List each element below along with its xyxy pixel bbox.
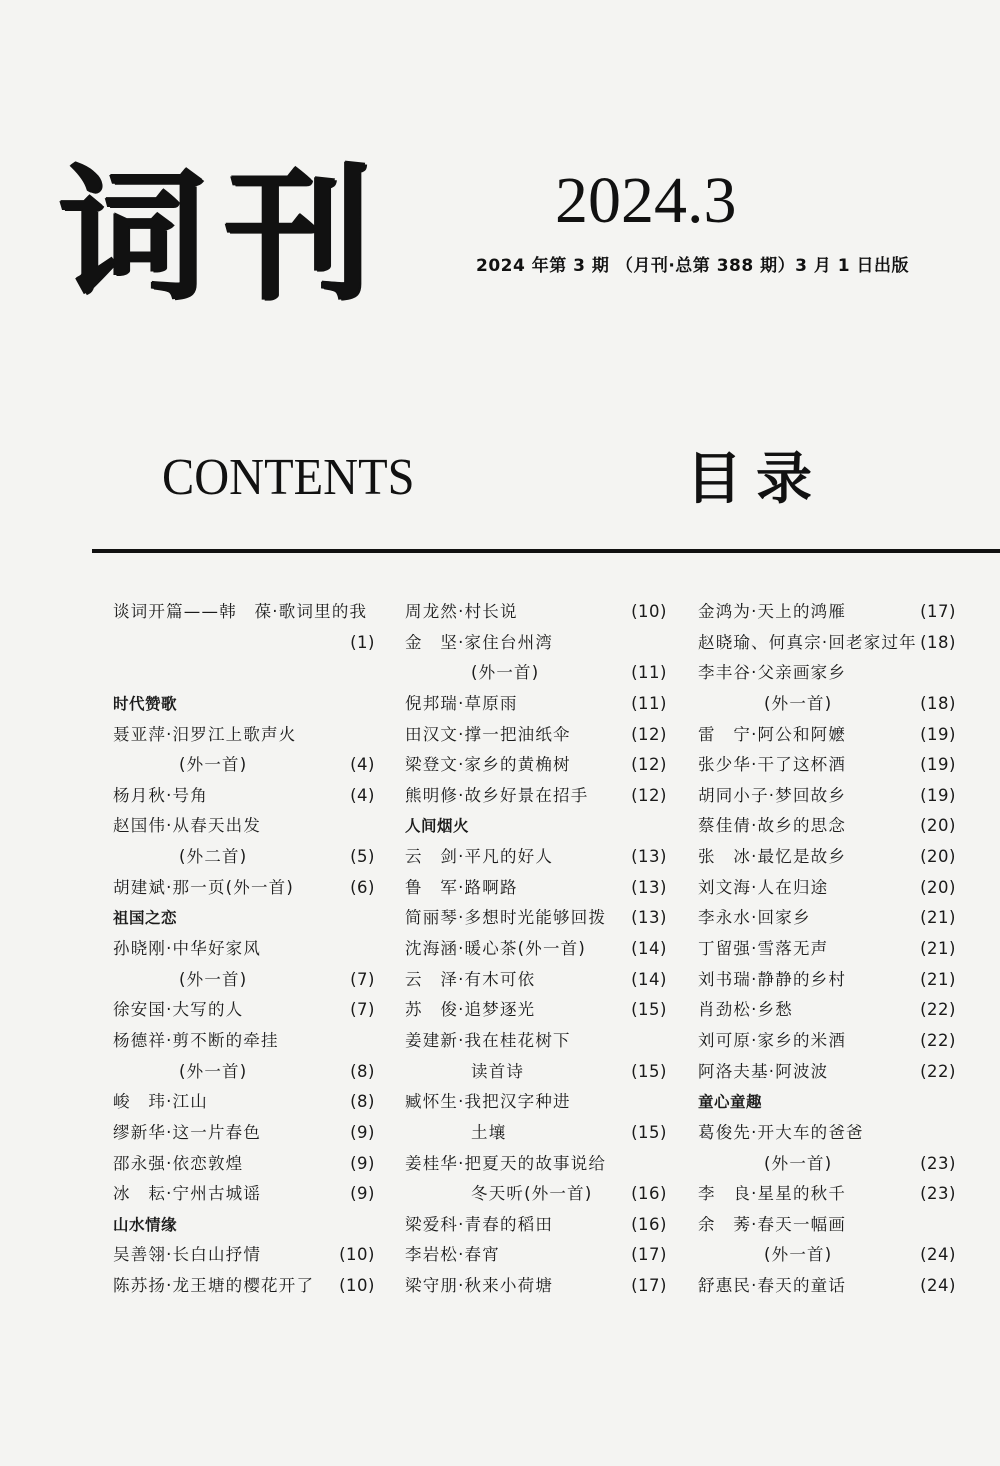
- page-number: (6): [350, 877, 375, 897]
- entry-title: 陈苏扬·龙王塘的樱花开了: [113, 1276, 315, 1296]
- page-number: (19): [920, 785, 956, 805]
- page-number: (10): [339, 1245, 375, 1265]
- toc-entry: [113, 720, 375, 751]
- toc-entry: [698, 811, 956, 842]
- entry-title: 徐安国·大写的人: [113, 1000, 244, 1020]
- page-number: (24): [920, 1245, 956, 1265]
- entry-title: 赵国伟·从春天出发: [113, 816, 262, 836]
- page-number: (22): [920, 1061, 956, 1081]
- toc-entry: [698, 1149, 956, 1180]
- contents-heading-english: CONTENTS: [162, 449, 415, 506]
- publication-info: 2024 年第 3 期 （月刊·总第 388 期）3 月 1 日出版: [476, 256, 910, 276]
- toc-entry: [113, 995, 375, 1026]
- toc-entry: [698, 781, 956, 812]
- toc-entry: [698, 750, 956, 781]
- toc-entry: [698, 689, 956, 720]
- toc-entry: [113, 1118, 375, 1149]
- toc-entry: [405, 720, 667, 751]
- toc-entry: [113, 1149, 375, 1180]
- page-number: (13): [631, 877, 667, 897]
- page-number: (20): [920, 847, 956, 867]
- page-number: (11): [631, 663, 667, 683]
- entry-title: 金鸿为·天上的鸿雁: [698, 602, 847, 621]
- entry-title: 峻 玮·江山: [113, 1092, 208, 1112]
- entry-title: 杨德祥·剪不断的牵挂: [113, 1030, 279, 1050]
- toc-entry: [405, 1118, 667, 1149]
- page-number: (17): [631, 1276, 667, 1296]
- entry-title: 读首诗: [471, 1061, 525, 1081]
- page-number: (24): [920, 1276, 956, 1296]
- page-number: (23): [920, 1184, 956, 1204]
- entry-title: 蔡佳倩·故乡的思念: [698, 816, 847, 836]
- page-number: (7): [350, 1000, 375, 1020]
- entry-title: 李永水·回家乡: [698, 908, 811, 928]
- toc-entry: [405, 1210, 667, 1241]
- page-number: (10): [339, 1276, 375, 1296]
- entry-title: 邵永强·依恋敦煌: [113, 1153, 244, 1173]
- entry-title: 吴善翎·长白山抒情: [113, 1245, 262, 1265]
- entry-title: 雷 宁·阿公和阿嬷: [698, 724, 847, 744]
- page-number: (14): [631, 969, 667, 989]
- page-number: (16): [631, 1214, 667, 1234]
- entry-title: 金 坚·家住台州湾: [405, 632, 554, 652]
- entry-title: 周龙然·村长说: [405, 602, 518, 621]
- page-number: (22): [920, 1000, 956, 1020]
- toc-entry: [113, 658, 375, 689]
- page-number: (18): [920, 632, 956, 652]
- page-number: (13): [631, 847, 667, 867]
- entry-title: 简丽琴·多想时光能够回拨: [405, 908, 607, 928]
- entry-title: 倪邦瑞·草原雨: [405, 693, 518, 713]
- toc-column-2: [405, 597, 667, 1302]
- entry-title: 梁登文·家乡的黄桷树: [405, 755, 571, 775]
- page-number: (12): [631, 755, 667, 775]
- toc-entry: [113, 842, 375, 873]
- section-title: 祖国之恋: [113, 909, 178, 928]
- section-title: 山水情缘: [113, 1215, 178, 1234]
- entry-title: 舒惠民·春天的童话: [698, 1276, 847, 1296]
- entry-title: (外一首): [179, 969, 248, 989]
- page-number: (7): [350, 969, 375, 989]
- entry-title: 冬天听(外一首): [471, 1184, 593, 1204]
- toc-entry: [113, 934, 375, 965]
- page-number: (4): [350, 755, 375, 775]
- page-number: (19): [920, 724, 956, 744]
- toc-entry: [698, 903, 956, 934]
- page-number: (9): [350, 1153, 375, 1173]
- entry-title: 聂亚萍·汨罗江上歌声火: [113, 724, 297, 744]
- entry-title: 丁留强·雪落无声: [698, 939, 829, 959]
- section-heading: [113, 1210, 375, 1241]
- entry-title: 苏 俊·追梦逐光: [405, 1000, 536, 1020]
- toc-entry: [113, 1271, 375, 1302]
- entry-title: (外一首): [764, 693, 833, 713]
- toc-entry: [405, 1087, 667, 1118]
- entry-title: 杨月秋·号角: [113, 785, 208, 805]
- toc-entry: [405, 903, 667, 934]
- toc-entry: [698, 842, 956, 873]
- page-number: (4): [350, 785, 375, 805]
- entry-title: 胡建斌·那一页(外一首): [113, 877, 295, 897]
- toc-entry: [405, 689, 667, 720]
- entry-title: (外一首): [471, 663, 540, 683]
- toc-column-1: [113, 597, 375, 1302]
- entry-title: 刘书瑞·静静的乡村: [698, 969, 847, 989]
- entry-title: (外一首): [764, 1153, 833, 1173]
- page-number: (5): [350, 847, 375, 867]
- header-divider: [92, 549, 1000, 553]
- toc-entry: [113, 1087, 375, 1118]
- page-number: (15): [631, 1061, 667, 1081]
- page-number: (9): [350, 1184, 375, 1204]
- section-title: 时代赞歌: [113, 694, 178, 713]
- entry-title: (外一首): [764, 1245, 833, 1265]
- entry-title: 姜建新·我在桂花树下: [405, 1030, 571, 1050]
- section-title: 童心童趣: [698, 1093, 763, 1112]
- section-heading: [405, 811, 667, 842]
- entry-title: 沈海涵·暖心茶(外一首): [405, 939, 587, 959]
- toc-entry: [405, 934, 667, 965]
- page-number: (11): [631, 693, 667, 713]
- toc-entry: [405, 658, 667, 689]
- entry-title: 赵晓瑜、何真宗·回老家过年: [698, 632, 917, 652]
- toc-entry: [698, 720, 956, 751]
- toc-entry: [405, 965, 667, 996]
- page-number: (10): [631, 602, 667, 621]
- entry-title: 梁守朋·秋来小荷塘: [405, 1276, 554, 1296]
- entry-title: 刘可原·家乡的米酒: [698, 1030, 847, 1050]
- page-number: (20): [920, 877, 956, 897]
- page-number: (18): [920, 693, 956, 713]
- toc-entry: [113, 965, 375, 996]
- toc-entry: [405, 597, 667, 628]
- toc-entry: [698, 934, 956, 965]
- issue-number: 2024.3: [555, 164, 737, 237]
- page-number: (13): [631, 908, 667, 928]
- entry-title: 李岩松·春宵: [405, 1245, 500, 1265]
- entry-title: 鲁 军·路啊路: [405, 877, 518, 897]
- entry-title: 李丰谷·父亲画家乡: [698, 663, 847, 683]
- page-number: (14): [631, 939, 667, 959]
- toc-entry: [113, 1026, 375, 1057]
- entry-title: 余 莠·春天一幅画: [698, 1214, 847, 1234]
- entry-title: (外一首): [179, 1061, 248, 1081]
- toc-entry: [405, 873, 667, 904]
- page-number: (21): [920, 969, 956, 989]
- toc-column-3: [698, 597, 956, 1302]
- entry-title: 李 良·星星的秋千: [698, 1184, 847, 1204]
- page-number: (8): [350, 1061, 375, 1081]
- entry-title: 田汉文·撑一把油纸伞: [405, 724, 571, 744]
- section-heading: [113, 903, 375, 934]
- toc-entry: [405, 1026, 667, 1057]
- page-number: (21): [920, 908, 956, 928]
- toc-entry: [113, 628, 375, 659]
- entry-title: 刘文海·人在归途: [698, 877, 829, 897]
- entry-title: (外二首): [179, 847, 248, 867]
- entry-title: 云 泽·有木可依: [405, 969, 536, 989]
- toc-entry: [698, 628, 956, 659]
- toc-entry: [698, 658, 956, 689]
- toc-entry: [113, 597, 375, 628]
- toc-entry: [113, 1179, 375, 1210]
- page-number: (15): [631, 1000, 667, 1020]
- section-heading: [113, 689, 375, 720]
- page-number: (12): [631, 724, 667, 744]
- magazine-logo: 词刊: [58, 148, 390, 320]
- toc-entry: [698, 965, 956, 996]
- entry-title: (外一首): [179, 755, 248, 775]
- entry-title: 缪新华·这一片春色: [113, 1122, 262, 1142]
- entry-title: 阿洛夫基·阿波波: [698, 1061, 829, 1081]
- entry-title: 肖劲松·乡愁: [698, 1000, 793, 1020]
- entry-title: 臧怀生·我把汉字种进: [405, 1092, 571, 1112]
- toc-entry: [698, 1210, 956, 1241]
- page-number: (1): [350, 632, 375, 652]
- toc-entry: [113, 1057, 375, 1088]
- page-number: (8): [350, 1092, 375, 1112]
- page-number: (20): [920, 816, 956, 836]
- toc-entry: [405, 781, 667, 812]
- entry-title: 张 冰·最忆是故乡: [698, 847, 847, 867]
- entry-title: 谈词开篇——韩 葆·歌词里的我: [113, 602, 368, 621]
- section-title: 人间烟火: [405, 817, 470, 836]
- toc-entry: [698, 1057, 956, 1088]
- toc-entry: [698, 597, 956, 628]
- toc-entry: [405, 750, 667, 781]
- toc-entry: [405, 1179, 667, 1210]
- entry-title: 孙晓刚·中华好家风: [113, 939, 262, 959]
- toc-entry: [113, 1240, 375, 1271]
- toc-entry: [405, 628, 667, 659]
- toc-entry: [405, 995, 667, 1026]
- toc-entry: [405, 1271, 667, 1302]
- toc-entry: [405, 1240, 667, 1271]
- page-number: (16): [631, 1184, 667, 1204]
- page-number: (21): [920, 939, 956, 959]
- toc-entry: [405, 1057, 667, 1088]
- page-number: (12): [631, 785, 667, 805]
- contents-heading-chinese: 目录: [686, 447, 826, 512]
- toc-entry: [698, 1026, 956, 1057]
- toc-entry: [698, 1118, 956, 1149]
- entry-title: 熊明修·故乡好景在招手: [405, 785, 589, 805]
- entry-title: 葛俊先·开大车的爸爸: [698, 1122, 864, 1142]
- entry-title: 冰 耘·宁州古城谣: [113, 1184, 262, 1204]
- toc-entry: [113, 781, 375, 812]
- page-number: (9): [350, 1122, 375, 1142]
- page-number: (23): [920, 1153, 956, 1173]
- toc-entry: [698, 1240, 956, 1271]
- toc-entry: [113, 811, 375, 842]
- toc-entry: [698, 1271, 956, 1302]
- page-number: (22): [920, 1030, 956, 1050]
- page-number: (17): [920, 602, 956, 621]
- toc-entry: [698, 1179, 956, 1210]
- entry-title: 张少华·干了这杯酒: [698, 755, 847, 775]
- entry-title: 云 剑·平凡的好人: [405, 847, 554, 867]
- entry-title: 土壤: [471, 1122, 507, 1142]
- entry-title: 胡同小子·梦回故乡: [698, 785, 847, 805]
- toc-entry: [405, 842, 667, 873]
- page-number: (15): [631, 1122, 667, 1142]
- toc-entry: [113, 873, 375, 904]
- toc-entry: [698, 873, 956, 904]
- entry-title: 梁爱科·青春的稻田: [405, 1214, 554, 1234]
- page-number: (19): [920, 755, 956, 775]
- toc-entry: [405, 1149, 667, 1180]
- section-heading: [698, 1087, 956, 1118]
- page-number: (17): [631, 1245, 667, 1265]
- entry-title: 姜桂华·把夏天的故事说给: [405, 1153, 607, 1173]
- toc-entry: [698, 995, 956, 1026]
- toc-entry: [113, 750, 375, 781]
